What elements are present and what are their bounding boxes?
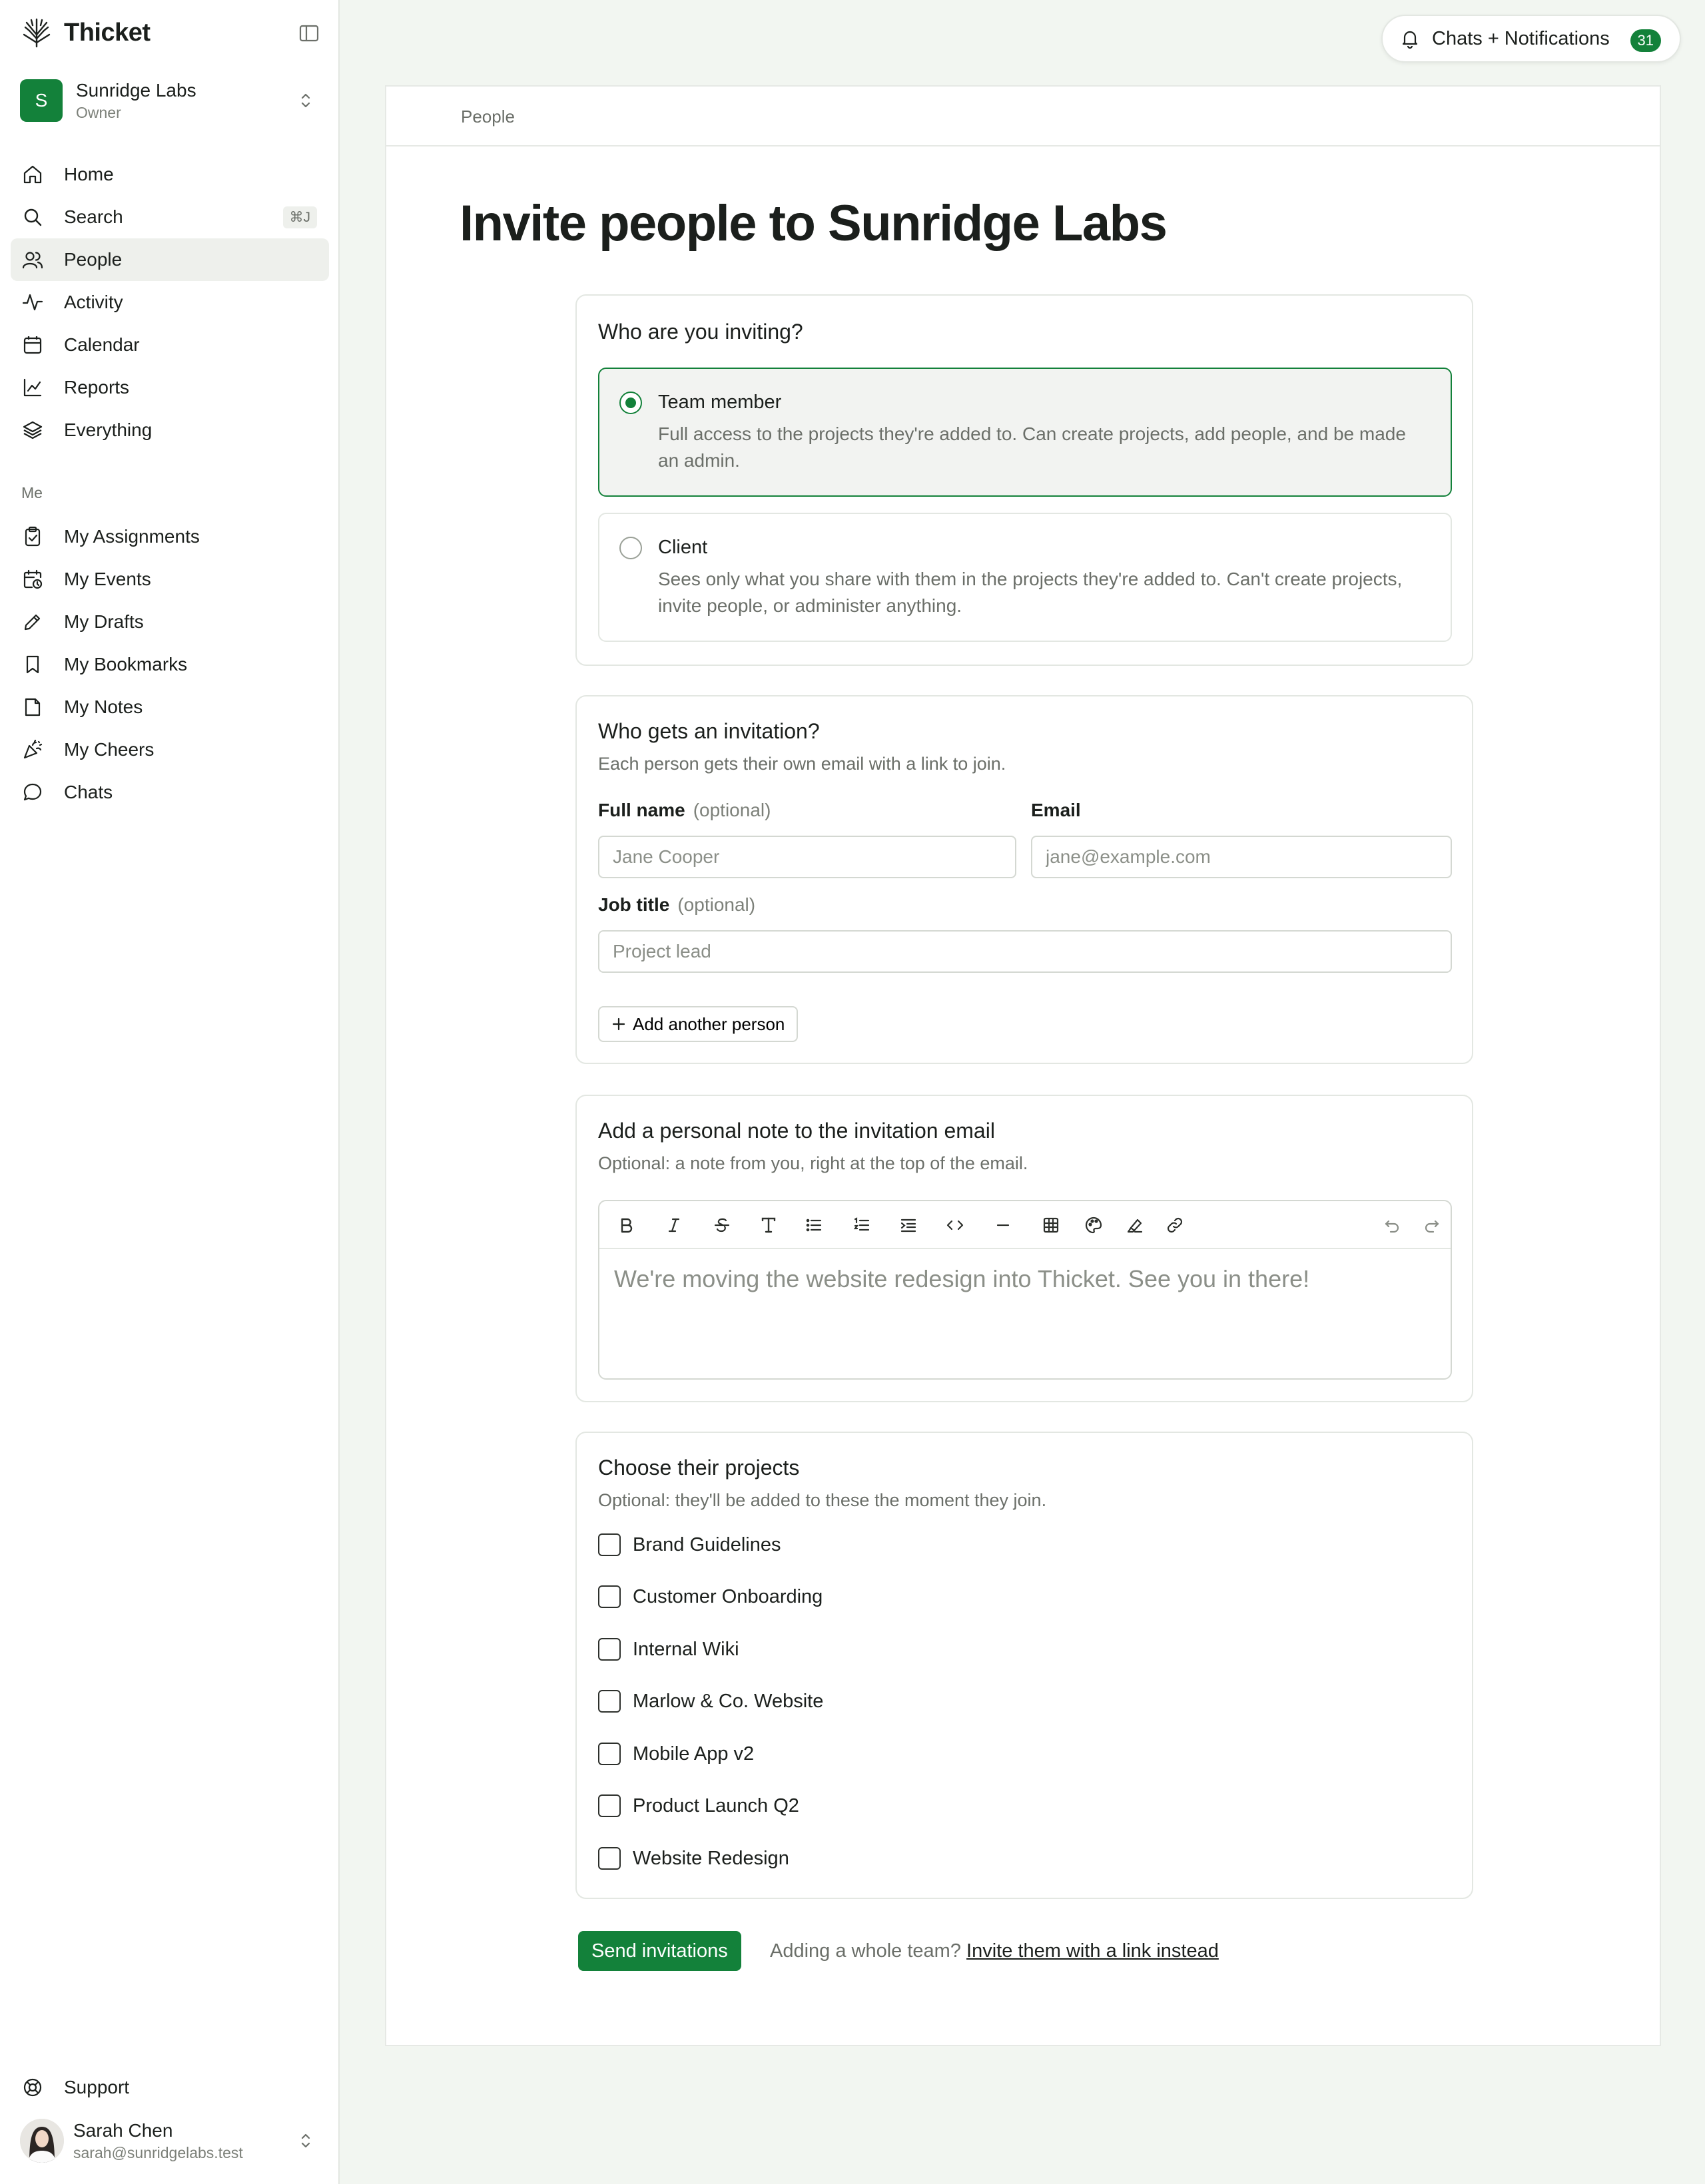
personal-note-card	[575, 1095, 1473, 1402]
nav-item-reports[interactable]	[11, 366, 329, 409]
notification-count-badge: 31	[1630, 29, 1661, 52]
search-icon	[21, 206, 44, 228]
card-subtitle: Optional: a note from you, right at the top of the email.	[598, 1153, 1028, 1173]
avatar	[20, 2119, 64, 2163]
optional-tag: (optional)	[693, 800, 771, 820]
sidebar	[0, 0, 340, 2184]
note-placeholder: We're moving the website redesign into Thicket. See you in there!	[614, 1265, 1310, 1292]
email-label: Email	[1031, 800, 1081, 820]
org-switcher[interactable]	[20, 77, 320, 124]
nav-label: My Cheers	[64, 739, 155, 760]
table-icon[interactable]	[1039, 1213, 1063, 1237]
nav-label: My Assignments	[64, 526, 200, 547]
invite-type-card	[575, 294, 1473, 666]
option-description: Sees only what you share with them in the projects they're added to. Can't create projects, invite people, or administer anything.	[658, 569, 1403, 616]
user-name: Sarah Chen	[73, 2119, 173, 2141]
card-heading: Choose their projects	[598, 1456, 800, 1480]
project-label: Customer Onboarding	[633, 1585, 823, 1607]
nav-label: Reports	[64, 377, 130, 398]
option-team-member[interactable]	[598, 368, 1452, 497]
option-title: Client	[658, 537, 708, 558]
note-icon	[21, 696, 44, 718]
org-avatar: S	[20, 79, 63, 122]
checkbox[interactable]	[598, 1847, 621, 1870]
user-menu[interactable]	[20, 2117, 320, 2164]
nav-item-my-assignments[interactable]	[11, 515, 329, 558]
project-label: Internal Wiki	[633, 1638, 739, 1660]
nav-item-my-events[interactable]	[11, 558, 329, 601]
nav-item-my-cheers[interactable]	[11, 728, 329, 771]
bookmark-icon	[21, 653, 44, 676]
undo-icon[interactable]	[1380, 1213, 1404, 1237]
nav-section-heading: Me	[21, 484, 43, 501]
nav-label: My Drafts	[64, 611, 144, 632]
job-title-input[interactable]	[598, 930, 1452, 973]
invite-link-hint	[770, 1940, 1219, 1962]
palette-icon[interactable]	[1082, 1213, 1106, 1237]
party-icon	[21, 738, 44, 761]
nav-item-home[interactable]	[11, 153, 329, 196]
layers-icon	[21, 419, 44, 441]
invitees-card	[575, 695, 1473, 1064]
search-shortcut: ⌘J	[283, 206, 318, 228]
main-panel	[385, 85, 1661, 2046]
notifications-button[interactable]	[1381, 15, 1681, 63]
editor-toolbar	[599, 1201, 1451, 1249]
nav-label: Home	[64, 164, 114, 184]
nav-item-everything[interactable]	[11, 409, 329, 451]
breadcrumb-divider	[386, 145, 1660, 146]
me-nav	[11, 515, 329, 814]
support-link[interactable]	[11, 2066, 329, 2109]
project-label: Mobile App v2	[633, 1743, 755, 1765]
add-person-label: Add another person	[633, 1013, 785, 1034]
project-label: Website Redesign	[633, 1847, 789, 1869]
checkbox[interactable]	[598, 1794, 621, 1817]
bold-icon[interactable]	[614, 1213, 638, 1237]
calendar-clock-icon	[21, 568, 44, 591]
code-icon[interactable]	[943, 1213, 967, 1237]
card-subtitle: Each person gets their own email with a link to join.	[598, 754, 1006, 774]
card-subtitle: Optional: they'll be added to these the moment they join.	[598, 1490, 1047, 1510]
heading-icon[interactable]	[757, 1213, 781, 1237]
support-label: Support	[64, 2077, 130, 2097]
radio-selected-dot	[625, 398, 636, 408]
nav-item-my-bookmarks[interactable]	[11, 643, 329, 686]
email-input[interactable]	[1031, 836, 1452, 878]
option-description: Full access to the projects they're added to. Can create projects, add people, and be made an admin.	[658, 423, 1406, 471]
nav-label: Everything	[64, 419, 153, 440]
job-title-label: Job title (optional)	[598, 894, 756, 915]
page-title: Invite people to Sunridge Labs	[460, 195, 1167, 252]
project-checkbox-row[interactable]	[598, 1845, 789, 1872]
option-client[interactable]	[598, 513, 1452, 642]
send-invitations-button[interactable]: Send invitations	[578, 1931, 741, 1971]
radio-client[interactable]	[619, 537, 642, 559]
indent-icon[interactable]	[896, 1213, 920, 1237]
pencil-icon	[21, 611, 44, 633]
thicket-logo-icon	[20, 16, 53, 49]
checkbox[interactable]	[598, 1743, 621, 1765]
redo-icon[interactable]	[1420, 1213, 1444, 1237]
bullet-list-icon[interactable]	[802, 1213, 826, 1237]
invite-link-instead[interactable]: Invite them with a link instead	[966, 1940, 1219, 1962]
people-icon	[21, 248, 44, 271]
italic-icon[interactable]	[662, 1213, 686, 1237]
project-checkbox-row[interactable]	[598, 1741, 754, 1767]
chat-icon	[21, 781, 44, 804]
project-checkbox-row[interactable]	[598, 1792, 799, 1819]
checkbox[interactable]	[598, 1638, 621, 1661]
nav-label: My Notes	[64, 696, 143, 717]
optional-tag: (optional)	[677, 894, 756, 915]
reports-icon	[21, 376, 44, 399]
main-nav	[11, 153, 329, 451]
nav-item-my-drafts[interactable]	[11, 601, 329, 643]
nav-label: People	[64, 249, 123, 270]
nav-item-people[interactable]	[11, 238, 329, 281]
project-label: Product Launch Q2	[633, 1794, 799, 1816]
sidebar-toggle-icon[interactable]	[298, 23, 320, 44]
card-heading: Who gets an invitation?	[598, 719, 820, 743]
chevron-up-down-icon	[296, 2131, 316, 2151]
card-heading: Add a personal note to the invitation email	[598, 1119, 995, 1143]
project-checkbox-row[interactable]	[598, 1583, 823, 1610]
invite-link-prompt: Adding a whole team?	[770, 1940, 961, 1962]
nav-label: Calendar	[64, 334, 140, 355]
nav-label: Search	[64, 206, 123, 227]
checkbox[interactable]	[598, 1690, 621, 1713]
card-heading: Who are you inviting?	[598, 320, 803, 344]
project-checkbox-row[interactable]	[598, 1531, 781, 1558]
divider-icon[interactable]	[991, 1213, 1015, 1237]
note-editor[interactable]	[598, 1200, 1452, 1380]
user-email: sarah@sunridgelabs.test	[73, 2143, 243, 2161]
breadcrumb[interactable]: People	[461, 107, 515, 127]
full-name-label: Full name (optional)	[598, 800, 771, 820]
home-icon	[21, 163, 44, 186]
app-logo[interactable]	[20, 16, 151, 49]
lifebuoy-icon	[21, 2076, 44, 2099]
plus-icon	[611, 1017, 626, 1031]
highlight-icon[interactable]	[1123, 1213, 1147, 1237]
calendar-icon	[21, 334, 44, 356]
nav-label: Chats	[64, 782, 113, 802]
bell-icon	[1400, 29, 1420, 49]
activity-icon	[21, 291, 44, 314]
nav-label: My Bookmarks	[64, 654, 188, 675]
nav-item-activity[interactable]	[11, 281, 329, 324]
nav-label: Activity	[64, 292, 123, 312]
org-role: Owner	[76, 103, 121, 121]
nav-item-calendar[interactable]	[11, 324, 329, 366]
numbered-list-icon[interactable]	[850, 1213, 874, 1237]
chevron-up-down-icon	[296, 91, 316, 111]
project-label: Brand Guidelines	[633, 1533, 781, 1555]
app-name: Thicket	[64, 18, 151, 47]
org-name: Sunridge Labs	[76, 79, 196, 101]
nav-label: My Events	[64, 569, 151, 589]
strikethrough-icon[interactable]	[710, 1213, 734, 1237]
full-name-input[interactable]	[598, 836, 1016, 878]
radio-team-member[interactable]	[619, 392, 642, 414]
checkbox[interactable]	[598, 1533, 621, 1556]
projects-card	[575, 1432, 1473, 1899]
clipboard-check-icon	[21, 525, 44, 548]
project-checkbox-row[interactable]	[598, 1636, 739, 1663]
nav-item-my-notes[interactable]	[11, 686, 329, 728]
project-label: Marlow & Co. Website	[633, 1690, 824, 1712]
notifications-label: Chats + Notifications	[1432, 27, 1610, 49]
add-person-button[interactable]	[598, 1006, 798, 1042]
link-icon[interactable]	[1163, 1213, 1187, 1237]
option-title: Team member	[658, 392, 782, 413]
nav-item-chats[interactable]	[11, 771, 329, 814]
checkbox[interactable]	[598, 1585, 621, 1608]
project-checkbox-row[interactable]	[598, 1688, 823, 1715]
nav-item-search[interactable]	[11, 196, 329, 238]
